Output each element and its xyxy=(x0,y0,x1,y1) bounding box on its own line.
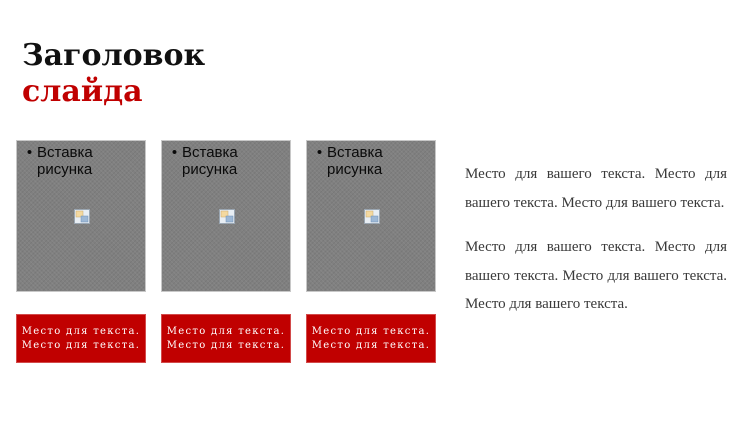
insert-picture-icon[interactable] xyxy=(364,209,380,224)
picture-placeholder-2[interactable] xyxy=(161,140,291,292)
picture-placeholder-1[interactable] xyxy=(16,140,146,292)
body-text-box[interactable] xyxy=(465,160,727,335)
picture-placeholder-label: Вставка рисунка xyxy=(327,144,383,178)
caption-line-1: Место для текста. xyxy=(166,326,286,337)
insert-picture-icon[interactable] xyxy=(219,209,235,224)
bullet-icon: • xyxy=(316,144,323,161)
body-paragraph-2: Место для вашего текста. Место для вашего текста. Место для вашего текста. Место для вашего текста. xyxy=(465,239,727,312)
bullet-icon: • xyxy=(171,144,178,161)
slide-title-line-1: Заголовок xyxy=(22,38,206,73)
picture-placeholder-prompt xyxy=(22,144,140,178)
caption-box-1[interactable] xyxy=(16,314,146,363)
picture-placeholder-prompt xyxy=(312,144,430,178)
bullet-icon: • xyxy=(26,144,33,161)
body-paragraph-1: Место для вашего текста. Место для вашего текста. Место для вашего текста. xyxy=(465,166,727,211)
caption-box-2[interactable] xyxy=(161,314,291,363)
picture-placeholder-label: Вставка рисунка xyxy=(37,144,93,178)
picture-placeholder-label: Вставка рисунка xyxy=(182,144,238,178)
slide-title-line-2: слайда xyxy=(22,74,143,109)
caption-line-2: Место для текста. xyxy=(166,340,286,351)
caption-line-1: Место для текста. xyxy=(21,326,141,337)
insert-picture-icon[interactable] xyxy=(74,209,90,224)
caption-line-2: Место для текста. xyxy=(311,340,431,351)
slide-title[interactable] xyxy=(22,38,205,110)
caption-line-1: Место для текста. xyxy=(311,326,431,337)
caption-box-3[interactable] xyxy=(306,314,436,363)
caption-line-2: Место для текста. xyxy=(21,340,141,351)
picture-placeholder-3[interactable] xyxy=(306,140,436,292)
picture-placeholder-prompt xyxy=(167,144,285,178)
